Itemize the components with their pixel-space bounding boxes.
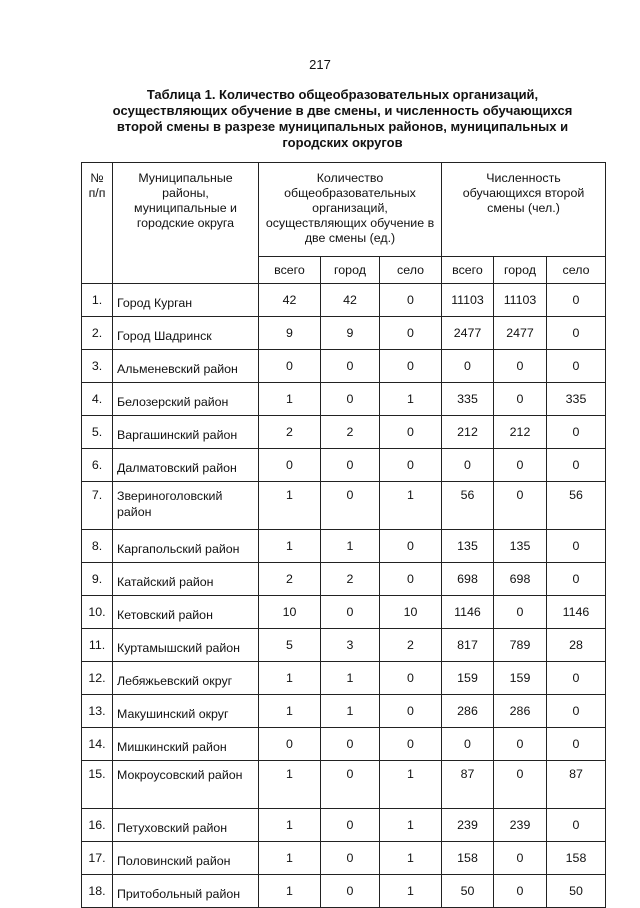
value-cell: 2477 [442,317,494,350]
row-number: 2. [82,317,113,350]
value-cell: 0 [547,728,606,761]
table-row [82,482,606,530]
subheader-cell: всего [259,257,321,284]
table-row [82,842,606,875]
value-cell: 135 [494,530,547,563]
table-row [82,875,606,908]
value-cell: 2 [259,416,321,449]
value-cell: 0 [547,416,606,449]
header-students: Численность обучающихся второй смены (чел.) [442,163,606,257]
header-num: № п/п [82,163,113,284]
district-name: Варгашинский район [113,416,259,449]
subheader-cell: всего [442,257,494,284]
value-cell: 42 [259,284,321,317]
row-number: 10. [82,596,113,629]
row-number: 11. [82,629,113,662]
value-cell: 0 [547,284,606,317]
value-cell: 0 [547,530,606,563]
value-cell: 1146 [442,596,494,629]
row-number: 18. [82,875,113,908]
value-cell: 817 [442,629,494,662]
district-name: Половинский район [113,842,259,875]
value-cell: 0 [259,350,321,383]
value-cell: 1 [259,383,321,416]
schools-table [81,162,606,908]
value-cell: 0 [547,695,606,728]
value-cell: 335 [442,383,494,416]
value-cell: 0 [321,449,380,482]
title-line: осуществляющих обучение в две смены, и численность обучающихся [112,103,573,118]
value-cell: 0 [380,563,442,596]
subheader-cell: город [321,257,380,284]
district-name: Петуховский район [113,809,259,842]
value-cell: 0 [321,761,380,809]
value-cell: 0 [494,383,547,416]
value-cell: 1146 [547,596,606,629]
value-cell: 0 [259,449,321,482]
value-cell: 1 [380,875,442,908]
value-cell: 286 [494,695,547,728]
value-cell: 789 [494,629,547,662]
title-line: городских округов [282,135,403,150]
value-cell: 2 [321,563,380,596]
value-cell: 0 [259,728,321,761]
value-cell: 0 [321,482,380,530]
row-number: 13. [82,695,113,728]
subheader-cell: город [494,257,547,284]
row-number: 1. [82,284,113,317]
title-line: Таблица 1. Количество общеобразовательных организаций, [146,87,539,102]
value-cell: 0 [442,350,494,383]
value-cell: 698 [494,563,547,596]
value-cell: 0 [380,662,442,695]
value-cell: 1 [259,662,321,695]
table-row [82,317,606,350]
value-cell: 0 [547,317,606,350]
value-cell: 0 [380,728,442,761]
value-cell: 135 [442,530,494,563]
value-cell: 0 [321,728,380,761]
value-cell: 0 [494,449,547,482]
row-number: 17. [82,842,113,875]
table-title [80,87,605,151]
value-cell: 0 [321,596,380,629]
row-number: 4. [82,383,113,416]
value-cell: 2 [259,563,321,596]
district-name: Куртамышский район [113,629,259,662]
value-cell: 0 [380,317,442,350]
value-cell: 286 [442,695,494,728]
value-cell: 9 [259,317,321,350]
row-number: 3. [82,350,113,383]
value-cell: 0 [442,449,494,482]
value-cell: 1 [380,761,442,809]
value-cell: 1 [259,482,321,530]
district-name: Альменевский район [113,350,259,383]
value-cell: 1 [259,695,321,728]
row-number: 14. [82,728,113,761]
district-name: Притобольный район [113,875,259,908]
value-cell: 0 [547,350,606,383]
value-cell: 335 [547,383,606,416]
value-cell: 10 [380,596,442,629]
subheader-cell: село [547,257,606,284]
value-cell: 239 [494,809,547,842]
district-name: Катайский район [113,563,259,596]
row-number: 15. [82,761,113,809]
table-row [82,449,606,482]
value-cell: 212 [442,416,494,449]
table-row [82,383,606,416]
row-number: 16. [82,809,113,842]
value-cell: 2 [380,629,442,662]
value-cell: 42 [321,284,380,317]
table-row [82,809,606,842]
value-cell: 212 [494,416,547,449]
value-cell: 158 [442,842,494,875]
value-cell: 1 [380,482,442,530]
table-row [82,596,606,629]
subheader-cell: село [380,257,442,284]
value-cell: 1 [321,662,380,695]
value-cell: 0 [321,842,380,875]
value-cell: 3 [321,629,380,662]
table-row [82,350,606,383]
table-row [82,728,606,761]
value-cell: 0 [380,695,442,728]
value-cell: 5 [259,629,321,662]
value-cell: 0 [380,350,442,383]
value-cell: 0 [494,350,547,383]
value-cell: 0 [494,761,547,809]
district-name: Город Курган [113,284,259,317]
value-cell: 87 [442,761,494,809]
table-row [82,761,606,809]
value-cell: 0 [321,383,380,416]
value-cell: 2 [321,416,380,449]
value-cell: 0 [494,842,547,875]
district-name: Кетовский район [113,596,259,629]
value-cell: 1 [259,875,321,908]
value-cell: 1 [259,809,321,842]
value-cell: 87 [547,761,606,809]
value-cell: 56 [442,482,494,530]
value-cell: 9 [321,317,380,350]
value-cell: 0 [321,350,380,383]
value-cell: 1 [321,695,380,728]
value-cell: 0 [547,809,606,842]
value-cell: 0 [547,563,606,596]
value-cell: 698 [442,563,494,596]
value-cell: 50 [547,875,606,908]
value-cell: 0 [547,662,606,695]
table-row [82,695,606,728]
header-name: Муниципальные районы, муниципальные и городские округа [113,163,259,284]
value-cell: 0 [380,416,442,449]
table-row [82,629,606,662]
value-cell: 0 [380,449,442,482]
table-row [82,284,606,317]
table-row [82,416,606,449]
row-number: 12. [82,662,113,695]
value-cell: 11103 [442,284,494,317]
value-cell: 1 [259,761,321,809]
row-number: 5. [82,416,113,449]
row-number: 7. [82,482,113,530]
table-row [82,563,606,596]
value-cell: 1 [259,842,321,875]
value-cell: 0 [321,875,380,908]
page-number: 217 [309,57,331,72]
district-name: Звериноголовский район [113,482,259,530]
value-cell: 56 [547,482,606,530]
value-cell: 158 [547,842,606,875]
value-cell: 2477 [494,317,547,350]
value-cell: 0 [494,482,547,530]
value-cell: 0 [494,875,547,908]
district-name: Каргапольский район [113,530,259,563]
district-name: Город Шадринск [113,317,259,350]
title-line: второй смены в разрезе муниципальных районов, муниципальных и [116,119,569,134]
value-cell: 10 [259,596,321,629]
table-row [82,662,606,695]
value-cell: 1 [380,842,442,875]
value-cell: 1 [380,383,442,416]
value-cell: 159 [442,662,494,695]
value-cell: 0 [380,284,442,317]
value-cell: 1 [321,530,380,563]
table-row [82,530,606,563]
value-cell: 0 [442,728,494,761]
header-row [82,163,606,257]
value-cell: 0 [380,530,442,563]
value-cell: 0 [494,728,547,761]
value-cell: 0 [547,449,606,482]
district-name: Лебяжьевский округ [113,662,259,695]
value-cell: 1 [259,530,321,563]
header-orgs: Количество общеобразовательных организаций, осуществляющих обучение в две смены (ед.) [259,163,442,257]
district-name: Белозерский район [113,383,259,416]
row-number: 9. [82,563,113,596]
value-cell: 1 [380,809,442,842]
district-name: Мокроусовский район [113,761,259,809]
value-cell: 0 [321,809,380,842]
row-number: 6. [82,449,113,482]
district-name: Мишкинский район [113,728,259,761]
value-cell: 0 [494,596,547,629]
value-cell: 50 [442,875,494,908]
value-cell: 28 [547,629,606,662]
value-cell: 11103 [494,284,547,317]
value-cell: 239 [442,809,494,842]
district-name: Далматовский район [113,449,259,482]
district-name: Макушинский округ [113,695,259,728]
row-number: 8. [82,530,113,563]
value-cell: 159 [494,662,547,695]
